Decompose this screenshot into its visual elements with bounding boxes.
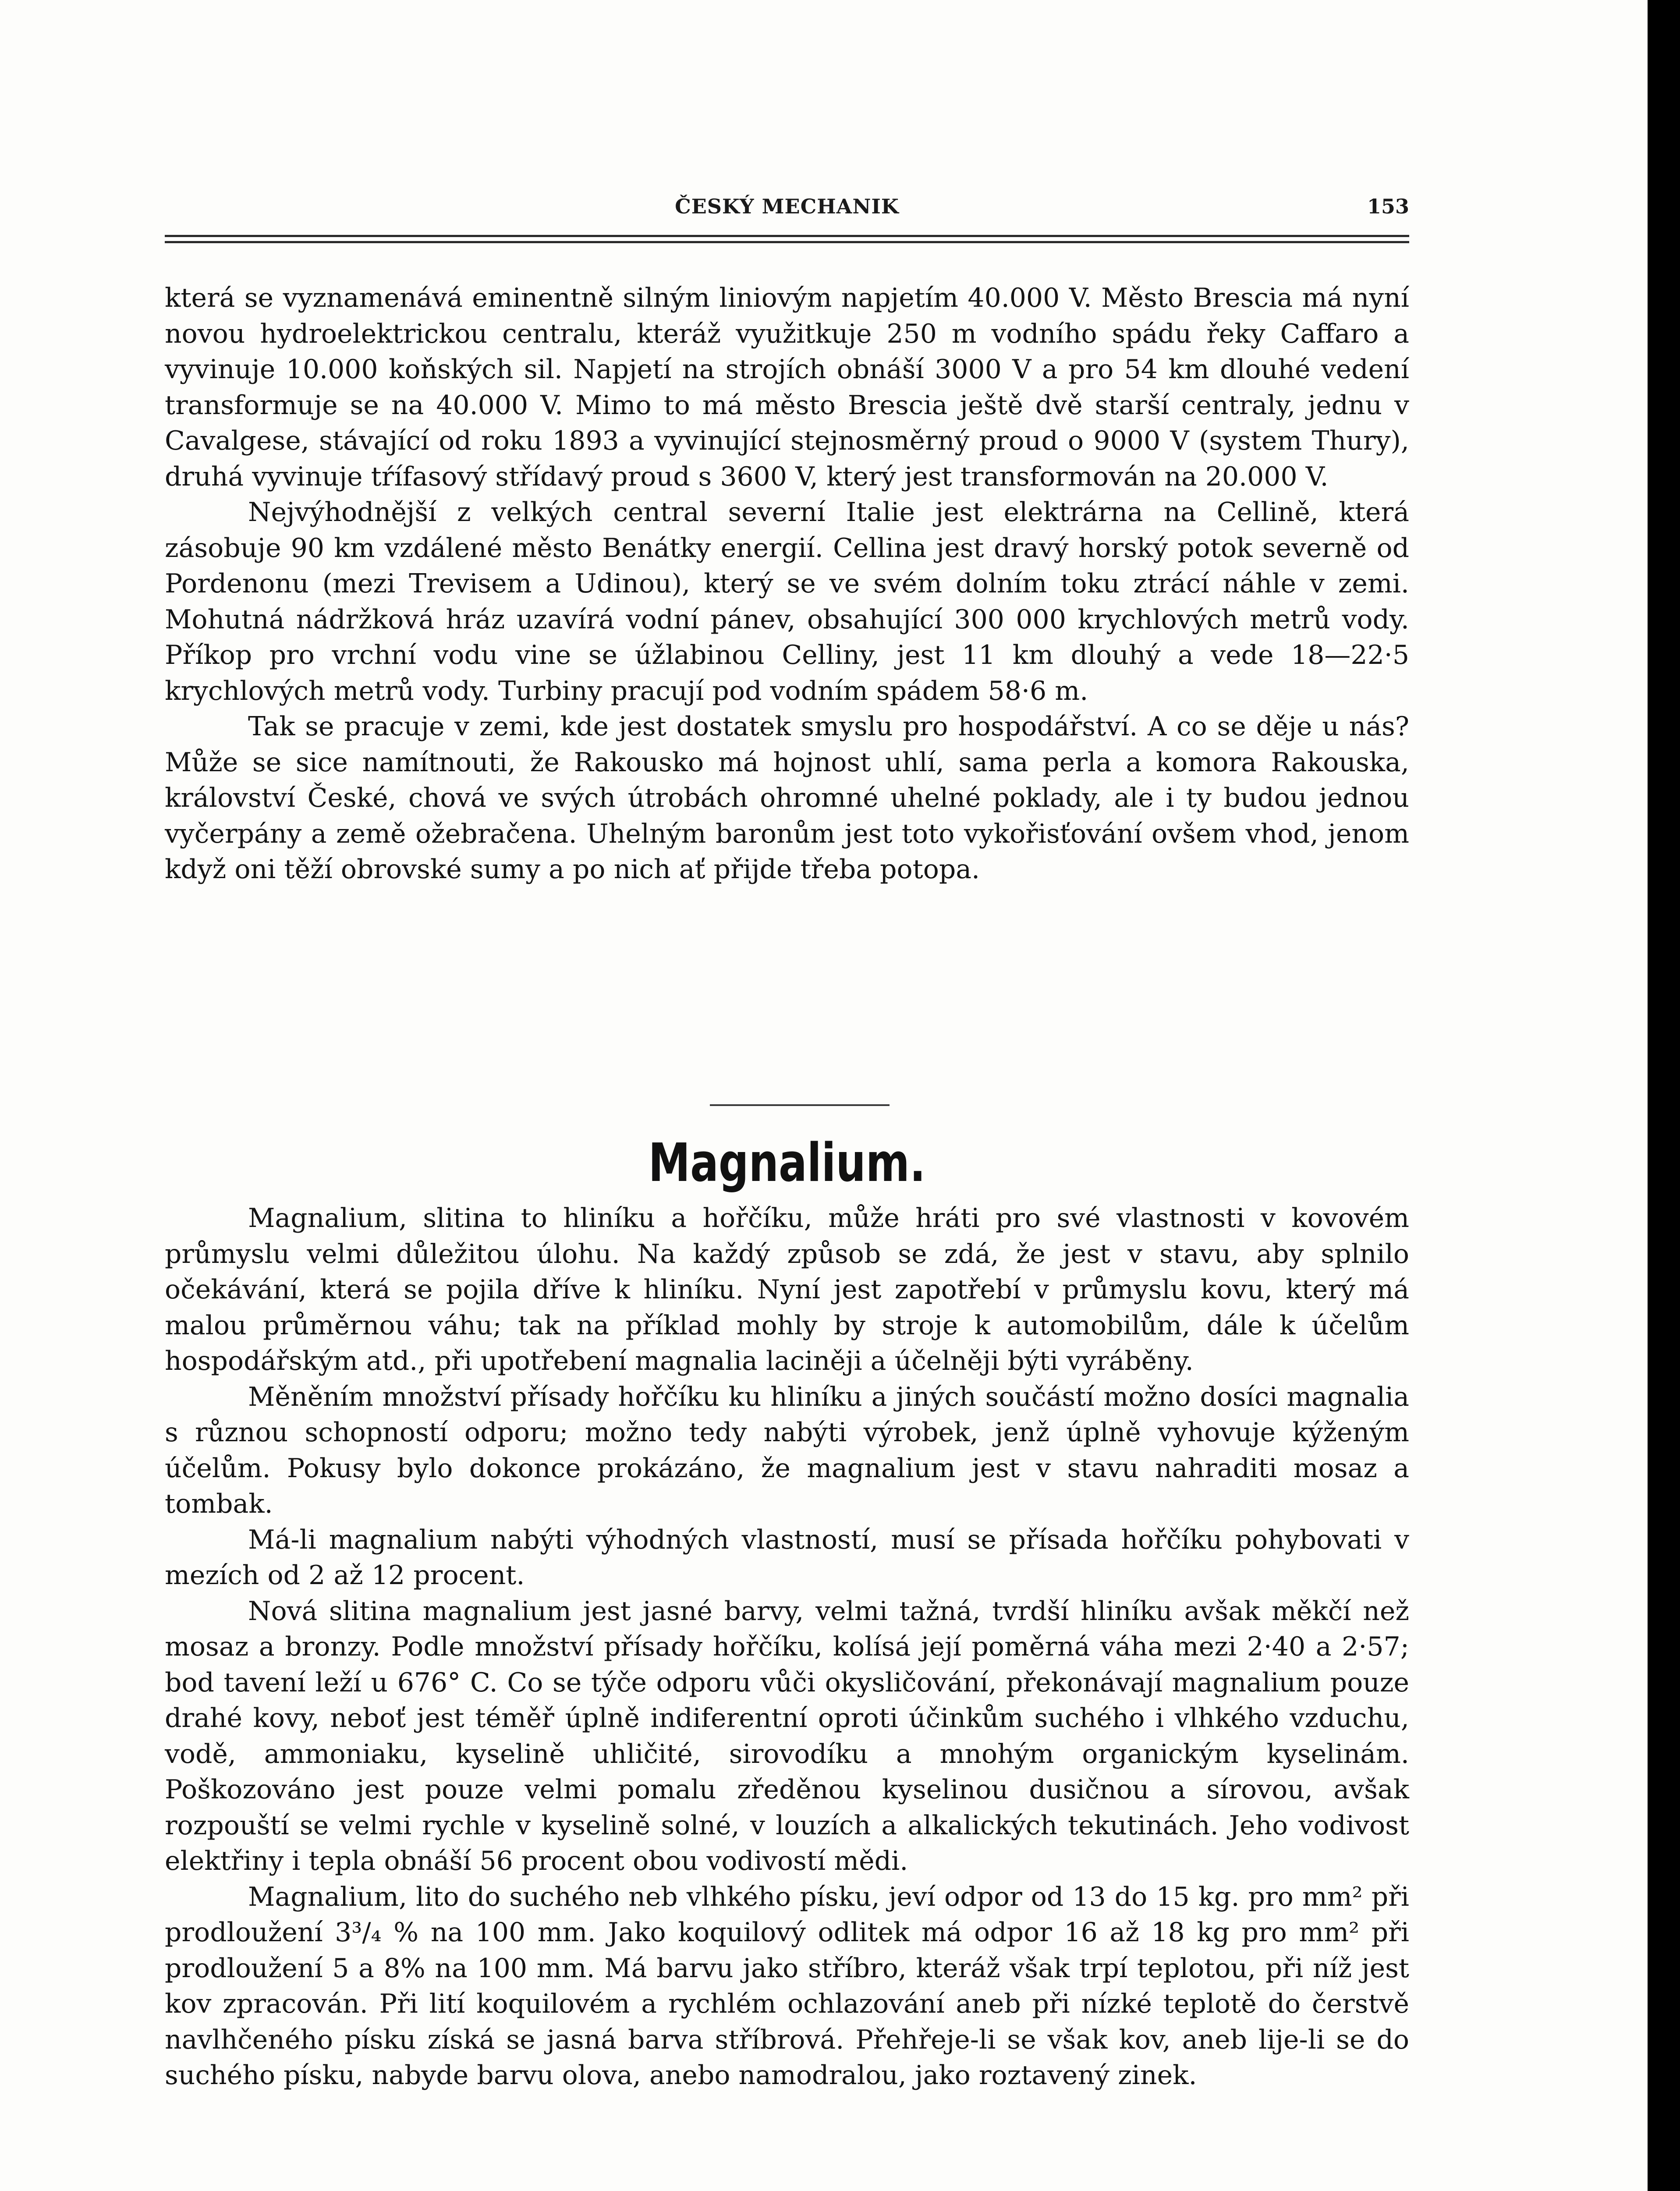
section-title: Magnalium. [648,1133,926,1194]
paragraph: Magnalium, lito do suchého neb vlhkého písku, jeví odpor od 13 do 15 kg. pro mm² při prodloužení 3³/₄ % na 100 mm. Jako koquilový odlitek má odpor 16 až 18 kg pro mm² při prodloužení 5 a 8% na 100 mm. Má barvu jako stříbro, kteráž však trpí teplotou, při níž jest kov zpracován. Při lití koquilovém a rychlém ochlazování aneb při nízké teplotě do čerstvě navlhčeného písku získá se jasná barva stříbrová. Přehřeje-li se však kov, aneb lije-li se do suchého písku, nabyde barvu olova, anebo namodralou, jako roztavený zinek. [165,1881,1409,2091]
page-header [165,195,1409,225]
header-rule-bottom [165,241,1409,243]
paragraph: Nová slitina magnalium jest jasné barvy, velmi tažná, tvrdší hliníku avšak měkčí než mosaz a bronzy. Podle množství přísady hořčíku, kolísá její poměrná váha mezi 2·40 a 2·57; bod tavení leží u 676° C. Co se týče odporu vůči okysličování, překonávají magnalium pouze drahé kovy, neboť jest téměř úplně indiferentní oproti účinkům suchého i vlhkého vzduchu, vodě, ammoniaku, kyselině uhličité, sirovodíku a mnohým organickým kyselinám. Poškozováno jest pouze velmi pomalu zředěnou kyselinou dusičnou a sírovou, avšak rozpouští se velmi rychle v kyselině solné, v louzích a alkalických tekutinách. Jeho vodivost elektřiny i tepla obnáší 56 procent obou vodivostí mědi. [165,1595,1409,1876]
section-separator [710,1104,890,1106]
header-rule-top [165,235,1409,237]
continued-article [165,280,1409,888]
paragraph: Magnalium, slitina to hliníku a hořčíku, může hráti pro své vlastnosti v kovovém průmyslu velmi důležitou úlohu. Na každý způsob se zdá, že jest v stavu, aby splnilo očekávání, která se pojila dříve k hliníku. Nyní jest zapotřebí v průmyslu kovu, který má malou průměrnou váhu; tak na příklad mohly by stroje k automobilům, dále k účelům hospodářským atd., při upotřebení magnalia laciněji a účelněji býti vyráběny. [165,1203,1409,1376]
page-number: 153 [1367,195,1409,218]
scan-border [1648,0,1680,2191]
paragraph: Má-li magnalium nabýti výhodných vlastností, musí se přísada hořčíku pohybovati v mezích od 2 až 12 procent. [165,1524,1409,1591]
magnalium-article [165,1201,1409,2094]
running-title: ČESKÝ MECHANIK [675,195,899,218]
paragraph: Nejvýhodnější z velkých central severní Italie jest elektrárna na Cellině, která zásobuje 90 km vzdálené město Benátky energií. Cellina jest dravý horský potok severně od Pordenonu (mezi Trevisem a Udinou), který se ve svém dolním toku ztrácí náhle v zemi. Mohutná nádržková hráz uzavírá vodní pánev, obsahující 300 000 krychlových metrů vody. Příkop pro vrchní vodu vine se úžlabinou Celliny, jest 11 km dlouhý a vede 18—22·5 krychlových metrů vody. Turbiny pracují pod vodním spádem 58·6 m. [165,497,1409,706]
paragraph: Měněním množství přísady hořčíku ku hliníku a jiných součástí možno dosíci magnalia s různou schopností odporu; možno tedy nabýti výrobek, jenž úplně vyhovuje kýženým účelům. Pokusy bylo dokonce prokázáno, že magnalium jest v stavu nahraditi mosaz a tombak. [165,1381,1409,1519]
paragraph: Tak se pracuje v zemi, kde jest dostatek smyslu pro hospodářství. A co se děje u nás? Může se sice namítnouti, že Rakousko má hojnost uhlí, sama perla a komora Rakouska, království České, chová ve svých útrobách ohromné uhelné poklady, ale i ty budou jednou vyčerpány a země ožebračena. Uhelným baronům jest toto vykořisťování ovšem vhod, jenom když oni těží obrovské sumy a po nich ať přijde třeba potopa. [165,711,1409,885]
paragraph: která se vyznamenává eminentně silným liniovým napjetím 40.000 V. Město Brescia má nyní novou hydroelektrickou centralu, kteráž využitkuje 250 m vodního spádu řeky Caffaro a vyvinuje 10.000 koňských sil. Napjetí na strojích obnáší 3000 V a pro 54 km dlouhé vedení transformuje se na 40.000 V. Mimo to má město Brescia ještě dvě starší centraly, jednu v Cavalgese, stávající od roku 1893 a vyvinující stejnosměrný proud o 9000 V (system Thury), druhá vyvinuje tŕífasový střídavý proud s 3600 V, který jest transformován na 20.000 V. [165,283,1409,492]
